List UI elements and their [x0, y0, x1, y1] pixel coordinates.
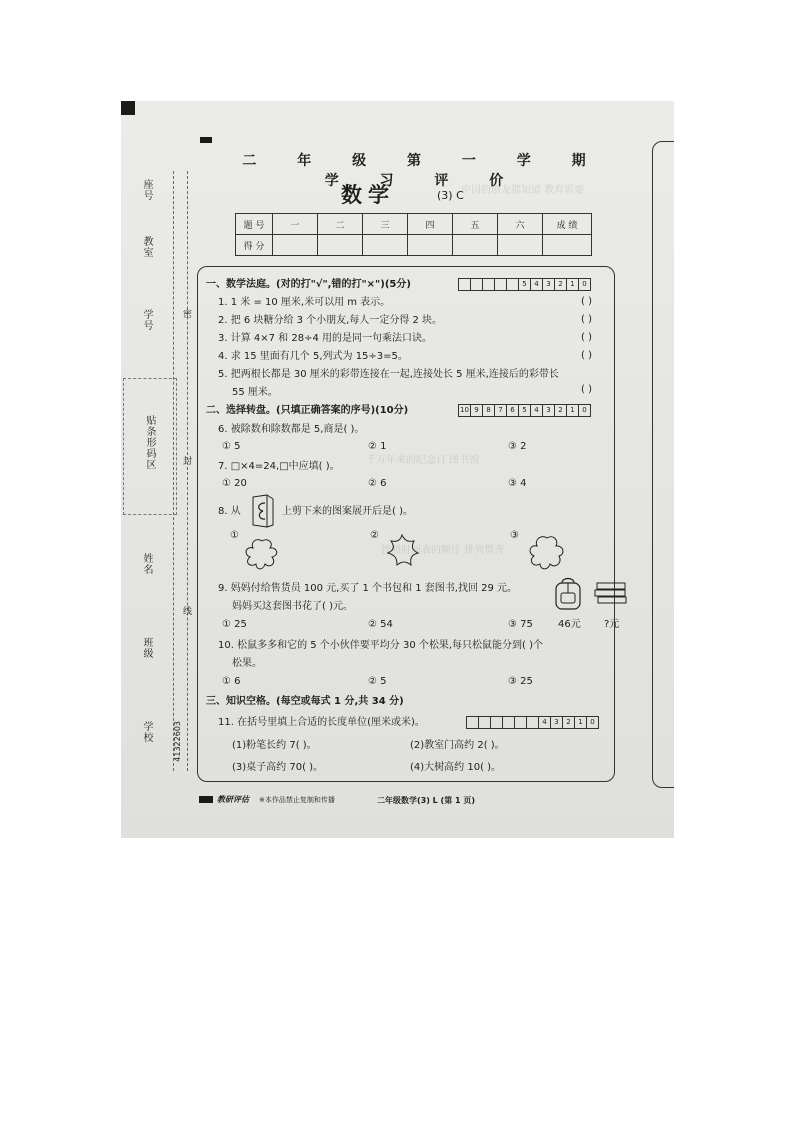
ruler-cell: 1 — [567, 279, 579, 290]
question-9-cont: 妈妈买这套图书花了( )元。 — [232, 601, 353, 612]
q8-option-2[interactable]: ② — [370, 530, 379, 541]
ruler-cell: 4 — [531, 279, 543, 290]
question-7: 7. □×4=24,□中应填( )。 — [218, 461, 340, 472]
registration-mark — [200, 137, 212, 143]
q10-option-3[interactable]: ③ 25 — [508, 676, 533, 687]
question-2: 2. 把 6 块糖分给 3 个小朋友,每人一定分得 2 块。 — [218, 315, 443, 326]
score-input-cell[interactable] — [498, 235, 543, 256]
ruler-cell: 10 — [459, 405, 471, 416]
q6-option-1[interactable]: ① 5 — [222, 441, 241, 452]
ruler-cell — [491, 717, 503, 728]
score-table-score-row — [236, 235, 592, 256]
folded-paper-icon — [251, 493, 275, 529]
ruler-cell — [527, 717, 539, 728]
question-4: 4. 求 15 里面有几个 5,列式为 15÷3=5。 — [218, 351, 408, 362]
section1-score-ruler — [458, 278, 591, 291]
exam-photo — [121, 101, 674, 838]
school-label: 学校 — [141, 721, 152, 743]
ruler-cell: 9 — [471, 405, 483, 416]
footer-notice: ※本作品禁止复制和传播 — [259, 796, 335, 804]
score-table — [235, 213, 592, 256]
score-table-cell: 三 — [363, 214, 408, 235]
ruler-cell — [483, 279, 495, 290]
question-11: 11. 在括号里填上合适的长度单位(厘米或米)。 — [218, 717, 425, 728]
q10-option-1[interactable]: ① 6 — [222, 676, 241, 687]
section2-title: 二、选择转盘。(只填正确答案的序号)(10分) — [206, 405, 409, 416]
cloud-flower-icon — [528, 535, 566, 571]
score-table-cell: 六 — [498, 214, 543, 235]
subject-title: 数学 — [341, 183, 395, 207]
q7-option-1[interactable]: ① 20 — [222, 478, 247, 489]
answer-bracket-2[interactable]: ( ) — [581, 314, 592, 325]
score-table-cell: 题 号 — [236, 214, 273, 235]
score-input-cell[interactable] — [543, 235, 592, 256]
question-6: 6. 被除数和除数都是 5,商是( )。 — [218, 424, 365, 435]
question-box — [197, 266, 620, 782]
question-10: 10. 松鼠多多和它的 5 个小伙伴要平均分 30 个松果,每只松鼠能分到( )个 — [218, 640, 544, 651]
seat-label: 座号 — [141, 179, 152, 201]
seal-xian: 线 — [181, 606, 191, 616]
ruler-cell: 4 — [531, 405, 543, 416]
exam-title: 二 年 级 第 一 学 期 学 习 评 价 — [242, 153, 604, 189]
name-label: 姓名 — [141, 553, 152, 575]
answer-bracket-3[interactable]: ( ) — [581, 332, 592, 343]
question-8: 上剪下来的图案展开后是( )。 — [282, 506, 413, 517]
ruler-cell: 0 — [590, 718, 595, 726]
score-table-cell: 四 — [408, 214, 453, 235]
ruler-cell: 8 — [483, 405, 495, 416]
schoolbag-price: 46元 — [558, 619, 581, 630]
ruler-cell: 1 — [567, 405, 579, 416]
score-table-cell: 一 — [273, 214, 318, 235]
schoolbag-icon — [552, 575, 584, 611]
ruler-cell — [459, 279, 471, 290]
question-8-prefix: 8. 从 — [218, 506, 241, 517]
exam-code: 41322603 — [173, 721, 182, 762]
ruler-cell: 4 — [539, 717, 551, 728]
star-flower-icon — [384, 533, 420, 569]
ruler-cell: 3 — [543, 279, 555, 290]
q8-option-3[interactable]: ③ — [510, 530, 519, 541]
score-table-cell: 二 — [318, 214, 363, 235]
section3-score-ruler — [466, 716, 599, 729]
books-price: ?元 — [604, 619, 620, 630]
ruler-cell — [495, 279, 507, 290]
score-row-label: 得 分 — [236, 235, 273, 256]
question-5: 5. 把两根长都是 30 厘米的彩带连接在一起,连接处长 5 厘米,连接后的彩带长 — [218, 369, 559, 380]
ruler-cell — [507, 279, 519, 290]
q9-option-2[interactable]: ② 54 — [368, 619, 393, 630]
ruler-cell — [479, 717, 491, 728]
ruler-cell — [503, 717, 515, 728]
ruler-cell: 0 — [582, 280, 587, 288]
footer-mark — [199, 796, 213, 803]
binding-line-2 — [187, 171, 188, 771]
ruler-cell: 1 — [575, 717, 587, 728]
section2-score-ruler — [458, 404, 591, 417]
score-table-header-row — [236, 214, 592, 235]
ruler-cell: 3 — [551, 717, 563, 728]
q10-option-2[interactable]: ② 5 — [368, 676, 387, 687]
score-input-cell[interactable] — [318, 235, 363, 256]
q11-item-1[interactable]: (1)粉笔长约 7( )。 — [232, 740, 317, 751]
seal-feng: 封 — [181, 456, 191, 466]
q7-option-3[interactable]: ③ 4 — [508, 478, 527, 489]
ruler-cell — [467, 717, 479, 728]
section3-title: 三、知识空格。(每空或每式 1 分,共 34 分) — [206, 696, 404, 707]
barcode-area-label: 贴条形码区 — [144, 415, 155, 470]
q9-option-3[interactable]: ③ 75 — [508, 619, 533, 630]
q9-option-1[interactable]: ① 25 — [222, 619, 247, 630]
answer-bracket-1[interactable]: ( ) — [581, 296, 592, 307]
question-9: 9. 妈妈付给售货员 100 元,买了 1 个书包和 1 套图书,找回 29 元。 — [218, 583, 518, 594]
next-page-edge — [652, 141, 674, 788]
score-table-cell: 成 绩 — [543, 214, 592, 235]
ruler-cell: 2 — [555, 405, 567, 416]
student-id-label: 学号 — [141, 309, 152, 331]
q6-option-3[interactable]: ③ 2 — [508, 441, 527, 452]
ruler-cell: 3 — [543, 405, 555, 416]
q7-option-2[interactable]: ② 6 — [368, 478, 387, 489]
ruler-cell: 5 — [519, 279, 531, 290]
question-10-cont: 松果。 — [232, 658, 262, 669]
footer-page: 二年级数学(3) L (第 1 页) — [377, 796, 475, 805]
flower-shape-icon — [244, 537, 280, 571]
ruler-cell: 5 — [519, 405, 531, 416]
score-table-cell: 五 — [453, 214, 498, 235]
edition-code: (3) C — [437, 189, 464, 202]
books-icon — [594, 579, 630, 607]
section1-title: 一、数学法庭。(对的打"√",错的打"×")(5分) — [206, 279, 411, 290]
class-label: 班级 — [141, 637, 152, 659]
ruler-cell: 7 — [495, 405, 507, 416]
answer-bracket-5[interactable]: ( ) — [581, 384, 592, 395]
seal-mi: 密 — [181, 309, 191, 319]
question-1: 1. 1 米 = 10 厘米,米可以用 m 表示。 — [218, 297, 391, 308]
question-3: 3. 计算 4×7 和 28÷4 用的是同一句乘法口诀。 — [218, 333, 433, 344]
corner-mark — [121, 101, 135, 115]
score-input-cell[interactable] — [273, 235, 318, 256]
score-input-cell[interactable] — [363, 235, 408, 256]
classroom-label: 教室 — [141, 236, 152, 258]
ruler-cell: 0 — [582, 406, 587, 414]
ruler-cell: 6 — [507, 405, 519, 416]
answer-bracket-4[interactable]: ( ) — [581, 350, 592, 361]
ruler-cell: 2 — [555, 279, 567, 290]
ruler-cell — [471, 279, 483, 290]
exam-sheet: 中国的朋友都知道 教育需要 千万年来的纪念日 图书馆 按照时间表的顺序 排列整齐 座号 教室 学号 贴条形码区 姓名 班级 学校 密 封 线 41322603 二 年 级 第 一 学 期 学 习 评 价 数学 (3) C 题 号 一 二 三 四 五 六 成 绩 得 分 一、数学法庭。(对的打"√",错的打"×")(5分) 5 4 3 2 1 0 1. 1 米 = 10 厘米,米可以用 m 表示。 ( ) 2. 把 6 块糖分给 3 个小朋友,每人一定分得 2 块。 ( ) 3. 计算 4×7 和 28÷4 用的是同一句乘法口诀。 ( ) 4. 求 15 里面有几个 5,列式为 15÷3=5。 ( ) 5. 把两根长都是 30 厘米的彩带连接在一起,连接处长 5 厘米,连接后的彩带长 55 厘米。 ( ) 二、选择转盘。(只填正确答案的序号)(10分) 10 9 8 7 6 5 4 3 2 1 0 6. 被除数和除数都是 5,商是( )。 ① 5 ② 1 ③ 2 7. □×4=24,□中应填( )。 ① 20 ② 6 ③ 4 8. 从 上剪下来的图案展开后是( )。 ① ② ③ 9. 妈妈付给售货员 100 元,买了 1 个书包和 1 套图书,找回 29 元。 妈妈买这套图书花了( )元。 ① 25 ② 54 ③ 75 46元 ?元 10. 松鼠多多和它的 5 个小伙伴要平均分 30 个松果,每只松鼠能分到( )个 松果。 ① 6 ② 5 ③ 25 三、知识空格。(每空或每式 1 分,共 34 分) 11. 在括号里填上合适的长度单位(厘米或米)。 4 3 2 1 0 (1)粉笔长约 7( )。 (2)教室门高约 2( )。 (3)桌子高约 70( )。 (4)大树高约 10( )。 教研评估 ※本作品禁止复制和传播 二年级数学(3) L (第 1 页) — [121, 101, 674, 838]
q6-option-2[interactable]: ② 1 — [368, 441, 387, 452]
ruler-cell: 2 — [563, 717, 575, 728]
footer-brand: 教研评估 — [217, 795, 249, 804]
score-input-cell[interactable] — [453, 235, 498, 256]
q11-item-3[interactable]: (3)桌子高约 70( )。 — [232, 762, 324, 773]
score-input-cell[interactable] — [408, 235, 453, 256]
q8-option-1[interactable]: ① — [230, 530, 239, 541]
q11-item-2[interactable]: (2)教室门高约 2( )。 — [410, 740, 505, 751]
ruler-cell — [515, 717, 527, 728]
question-5-cont: 55 厘米。 — [232, 387, 278, 398]
barcode-area — [123, 378, 177, 515]
q11-item-4[interactable]: (4)大树高约 10( )。 — [410, 762, 502, 773]
